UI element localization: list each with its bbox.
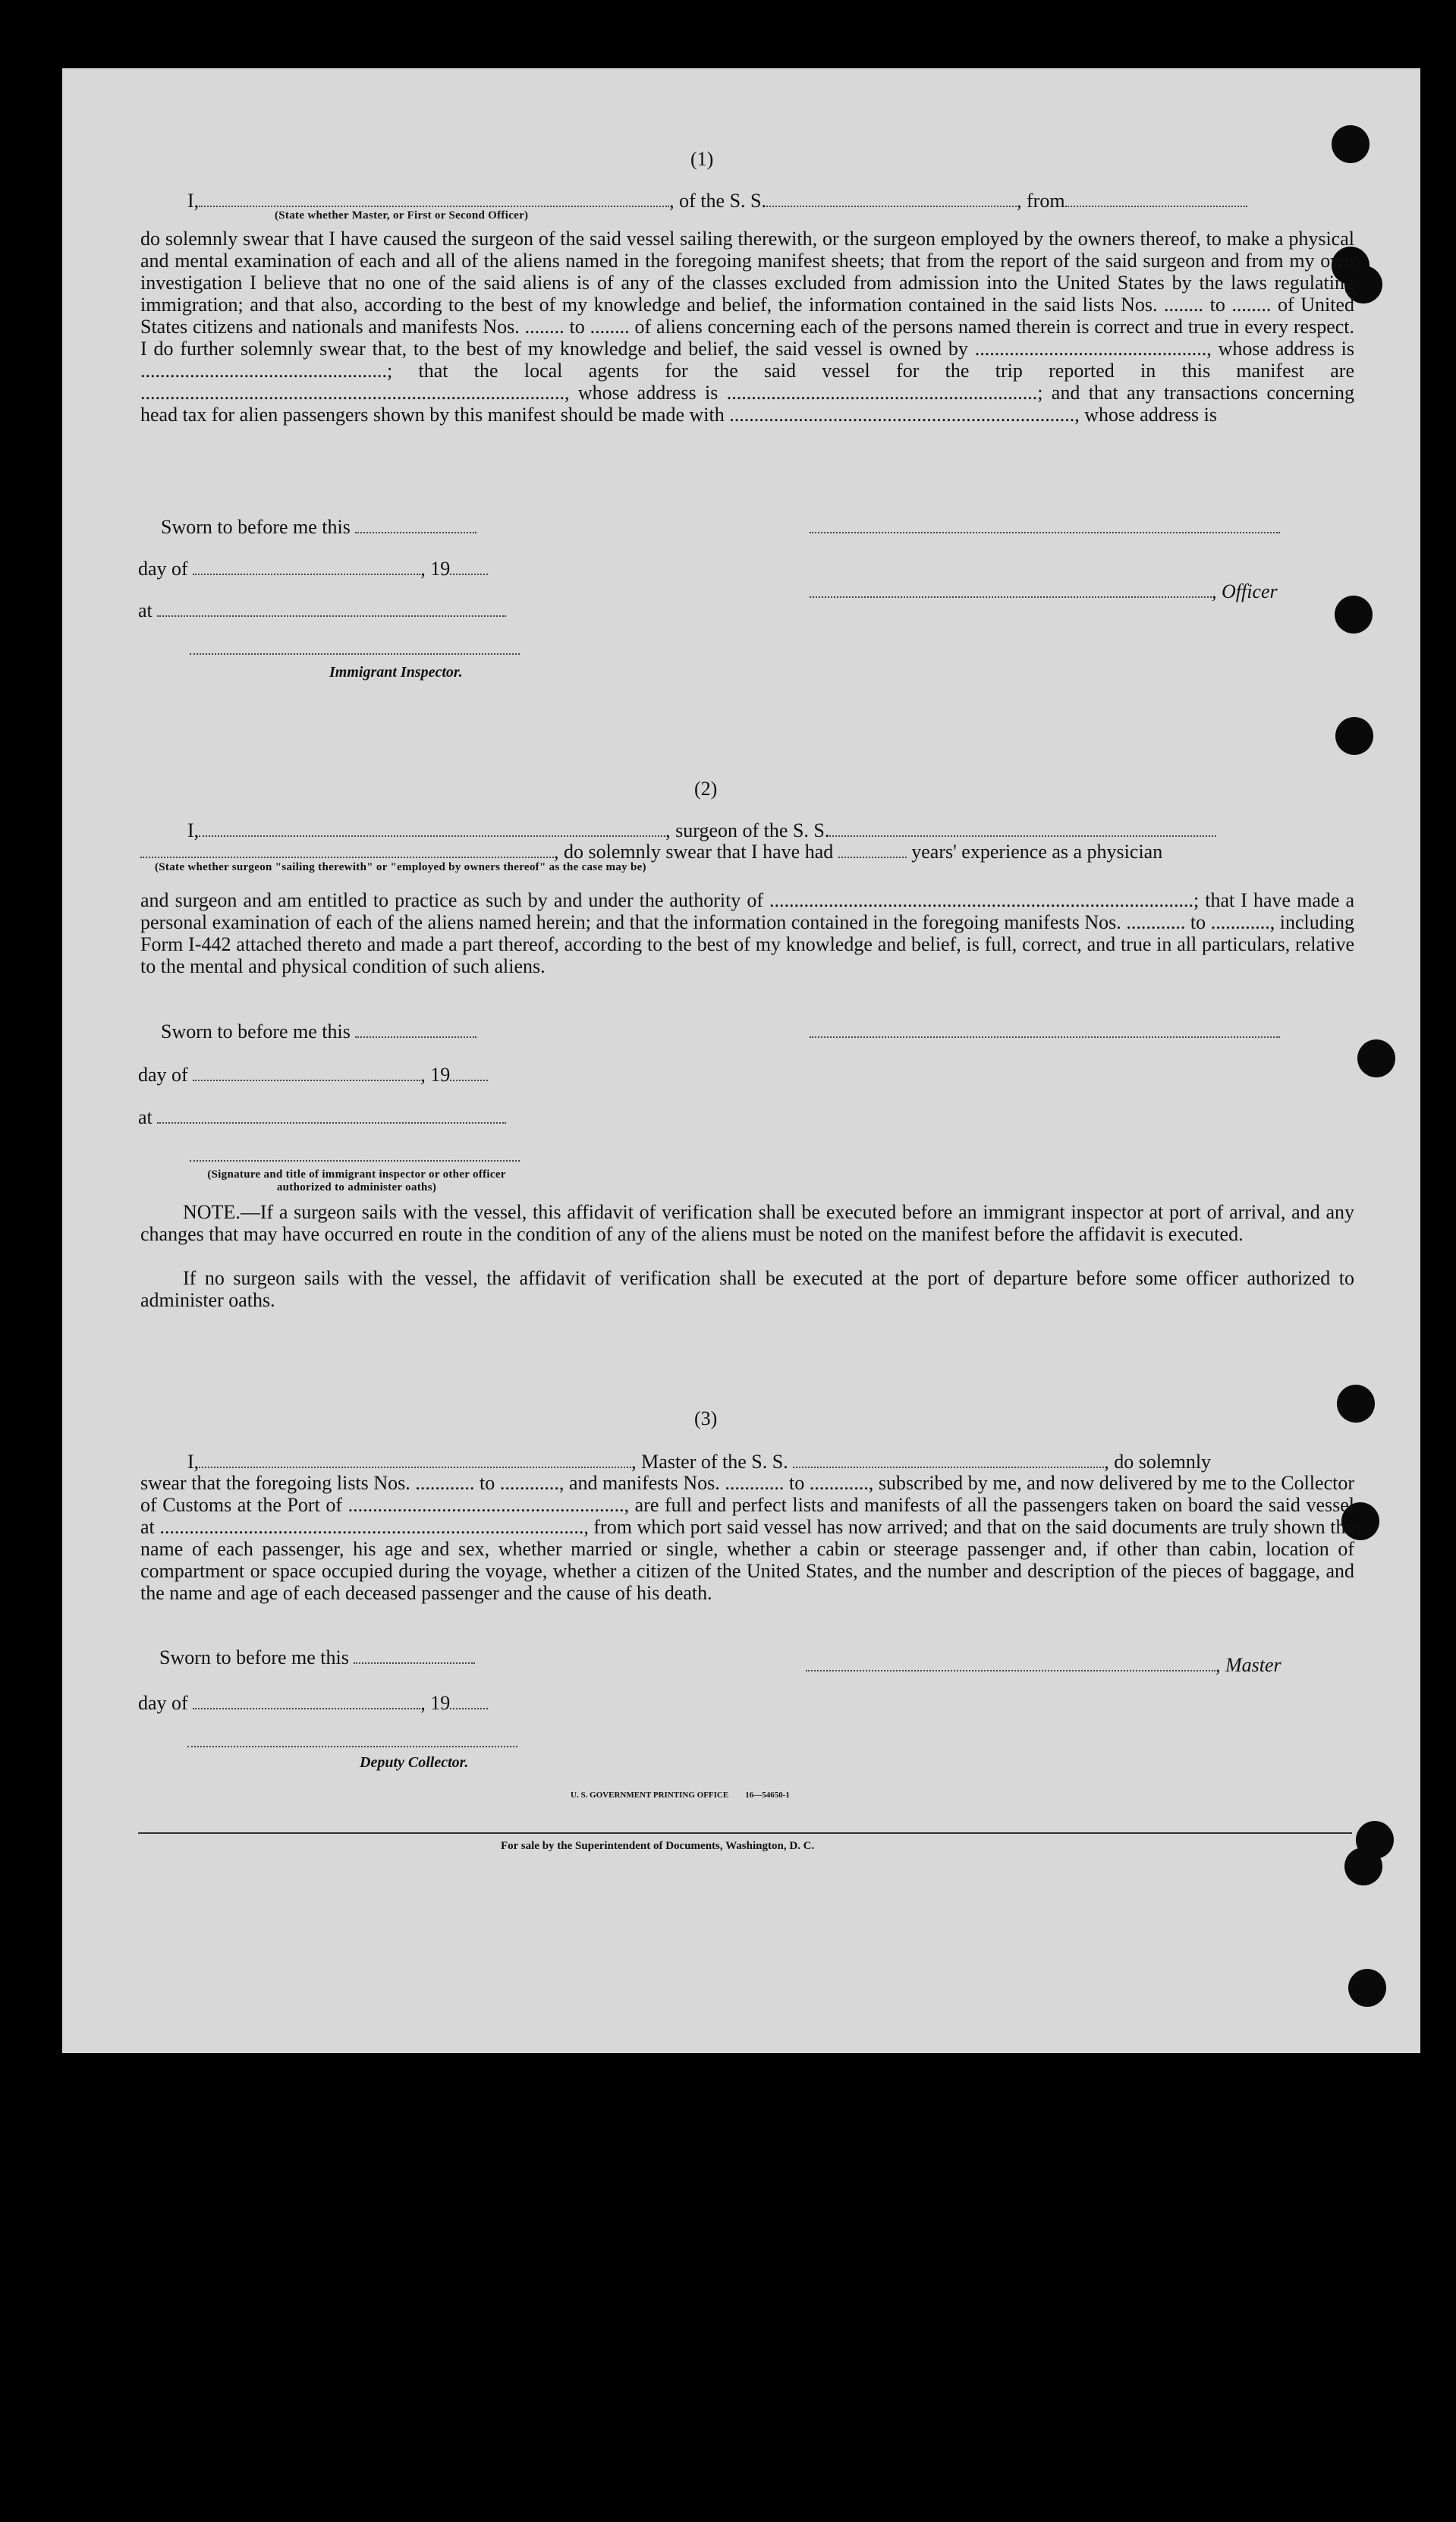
day-line-1: day of , 19	[138, 558, 488, 580]
punch-hole	[1337, 1385, 1375, 1423]
deputy-signature-line	[187, 1730, 517, 1753]
footer-rule	[138, 1832, 1352, 1834]
section-2-number: (2)	[694, 778, 718, 800]
section-1-note: (State whether Master, or First or Second Officer)	[275, 209, 529, 222]
sworn-line-3: Sworn to before me this	[159, 1646, 475, 1669]
section-3-body: swear that the foregoing lists Nos. ............ to ............, and manifests Nos. ............ to ............, subscribed by me, and now delivered by me to the Collector of Customs at the Port of ........................................................, are full and perfect lists and manifests of all the passengers taken on board the said vessel at ......................................................................................, from which port said vessel has now arrived; and that on the said documents are truly shown the name of each passenger, his age and sex, whether married or single, whether a cabin or steerage passenger and, if other than cabin, location of compartment or space occupied during the voyage, whether a citizen of the United States, and the number and description of the pieces of baggage, and the name and age of each deceased passenger and the cause of his death.	[140, 1472, 1354, 1604]
printing-office-line: U. S. GOVERNMENT PRINTING OFFICE 16—54650-1	[571, 1791, 790, 1800]
section-3-number: (3)	[694, 1407, 718, 1429]
form-page	[62, 68, 1420, 2053]
section-1-number: (1)	[690, 148, 714, 170]
section-1-body: do solemnly swear that I have caused the surgeon of the said vessel sailing therewith, or the surgeon employed by the owners thereof, to make a physical and mental examination of each and all of the aliens named in the foregoing manifest sheets; that from the report of the said surgeon and from my own investigation I believe that no one of the said aliens is of any of the classes excluded from admission into the United States by the laws regulating immigration; and that also, according to the best of my knowledge and belief, the information contained in the said lists Nos. ........ to ........ of United States citizens and nationals and manifests Nos. ........ to ........ of aliens concerning each of the persons named therein is correct and true in every respect. I do further solemnly swear that, to the best of my knowledge and belief, the said vessel is owned by ..............................................., whose address is ..................................................; that the local agents for the said vessel for the trip reported in this manifest are ......................................................................................, whose address is ...............................................................; and that any transactions concerning head tax for alien passengers shown by this manifest should be made with ......................................................................, whose address is	[140, 228, 1354, 426]
sale-line: For sale by the Superintendent of Documents, Washington, D. C.	[501, 1840, 815, 1852]
officer-signature-line	[190, 1144, 520, 1167]
punch-hole	[1332, 125, 1370, 163]
note-paragraph-a: NOTE.—If a surgeon sails with the vessel, this affidavit of verification shall be executed before an immigrant inspector at port of arrival, and any changes that may have occurred en route in the condition of any of the aliens must be noted on the manifest before the affidavit is executed.	[140, 1201, 1354, 1245]
punch-hole	[1344, 1847, 1382, 1885]
punch-hole	[1357, 1039, 1395, 1077]
day-line-3: day of , 19	[138, 1692, 488, 1715]
signature-line-1	[810, 516, 1280, 539]
at-line-1: at	[138, 599, 506, 622]
officer-line: , Officer	[810, 580, 1278, 603]
punch-hole	[1348, 1969, 1386, 2007]
section-3-line1: I, , Master of the S. S. , do solemnly	[187, 1451, 1212, 1473]
section-2-line2: , do solemnly swear that I have had years' experience as a physician	[140, 841, 1162, 863]
punch-hole	[1335, 717, 1373, 755]
sworn-line-2: Sworn to before me this	[161, 1020, 476, 1043]
deputy-title: Deputy Collector.	[360, 1754, 469, 1771]
inspector-signature-line	[190, 637, 520, 660]
inspector-title: Immigrant Inspector.	[329, 664, 463, 681]
section-2-body: and surgeon and am entitled to practice as such by and under the authority of ......................................................................................; that I have made a personal examination of each of the aliens named herein; and that the information contained in the foregoing manifests Nos. ............ to ............, including Form I-442 attached thereto and made a part thereof, according to the best of my knowledge and belief, is full, correct, and true in all particulars, relative to the mental and physical condition of such aliens.	[140, 889, 1354, 977]
day-line-2: day of , 19	[138, 1064, 488, 1086]
at-line-2: at	[138, 1106, 506, 1129]
signature-line-2	[810, 1020, 1280, 1043]
note-paragraph-b: If no surgeon sails with the vessel, the affidavit of verification shall be executed at the port of departure before some officer authorized to administer oaths.	[140, 1267, 1354, 1311]
signature-note: (Signature and title of immigrant inspector or other officer authorized to administer oaths)	[207, 1168, 506, 1193]
sworn-line-1: Sworn to before me this	[161, 516, 476, 539]
section-2-line1: I, , surgeon of the S. S.	[187, 819, 1216, 842]
section-2-note: (State whether surgeon "sailing therewith" or "employed by owners thereof" as the case may be)	[155, 861, 646, 873]
punch-hole	[1335, 596, 1373, 634]
section-1-line1: I, , of the S. S. , from	[187, 190, 1247, 212]
master-line: , Master	[806, 1654, 1281, 1677]
